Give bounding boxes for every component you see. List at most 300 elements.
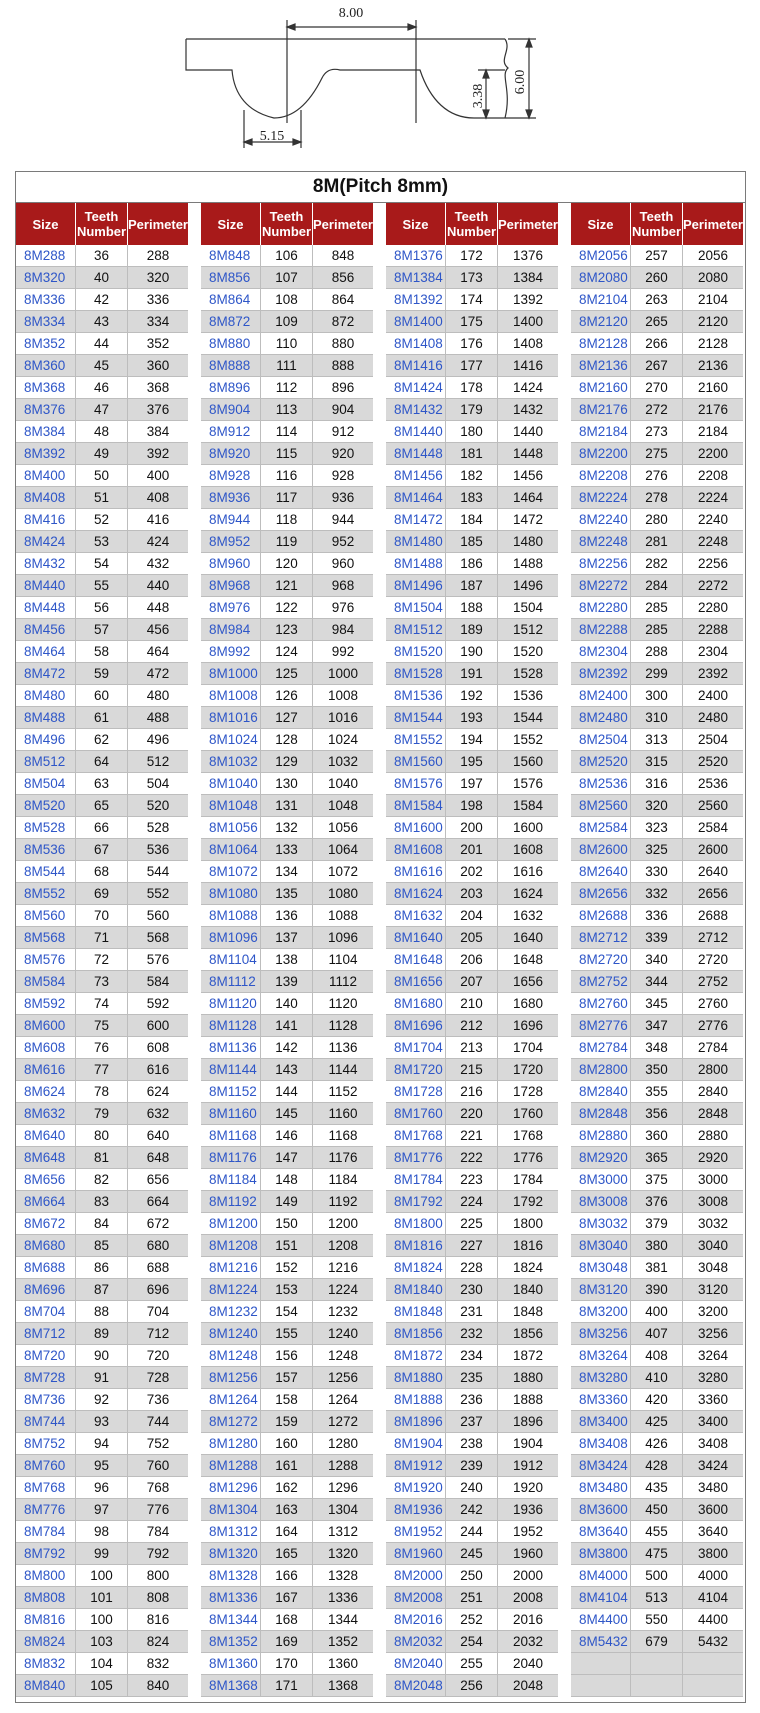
table-row [16, 1213, 188, 1235]
size-cell[interactable]: 8M1472 [386, 509, 446, 530]
size-cell[interactable]: 8M1512 [386, 619, 446, 640]
table-row [16, 377, 188, 399]
size-cell[interactable]: 8M1288 [201, 1455, 261, 1476]
size-cell[interactable]: 8M1936 [386, 1499, 446, 1520]
size-cell[interactable]: 8M2800 [571, 1059, 631, 1080]
size-cell[interactable]: 8M1320 [201, 1543, 261, 1564]
size-cell[interactable]: 8M1008 [201, 685, 261, 706]
table-row [16, 1257, 188, 1279]
size-cell[interactable]: 8M2400 [571, 685, 631, 706]
size-cell[interactable]: 8M552 [16, 883, 76, 904]
size-cell[interactable]: 8M5432 [571, 1631, 631, 1652]
size-cell[interactable]: 8M592 [16, 993, 76, 1014]
table-row [201, 399, 373, 421]
size-cell[interactable]: 8M1096 [201, 927, 261, 948]
size-cell[interactable]: 8M424 [16, 531, 76, 552]
size-cell[interactable]: 8M1584 [386, 795, 446, 816]
size-cell[interactable]: 8M1656 [386, 971, 446, 992]
size-cell[interactable]: 8M1264 [201, 1389, 261, 1410]
size-cell[interactable]: 8M1504 [386, 597, 446, 618]
size-cell[interactable]: 8M1048 [201, 795, 261, 816]
size-cell[interactable]: 8M880 [201, 333, 261, 354]
size-cell[interactable]: 8M4000 [571, 1565, 631, 1586]
size-cell[interactable]: 8M1872 [386, 1345, 446, 1366]
size-cell[interactable]: 8M544 [16, 861, 76, 882]
size-cell[interactable]: 8M1176 [201, 1147, 261, 1168]
size-cell[interactable]: 8M2712 [571, 927, 631, 948]
teeth-cell: 56 [76, 597, 128, 618]
table-header-row [386, 203, 558, 245]
size-cell[interactable]: 8M3480 [571, 1477, 631, 1498]
table-row [16, 1125, 188, 1147]
size-cell[interactable]: 8M1840 [386, 1279, 446, 1300]
size-cell[interactable]: 8M2184 [571, 421, 631, 442]
size-cell[interactable]: 8M1032 [201, 751, 261, 772]
size-cell[interactable]: 8M4400 [571, 1609, 631, 1630]
perimeter-cell: 1464 [512, 490, 544, 505]
size-cell[interactable]: 8M864 [201, 289, 261, 310]
size-cell[interactable]: 8M352 [16, 333, 76, 354]
size-cell[interactable]: 8M1184 [201, 1169, 261, 1190]
size-cell[interactable]: 8M2600 [571, 839, 631, 860]
perimeter-cell: 1680 [512, 996, 544, 1011]
size-cell[interactable]: 8M736 [16, 1389, 76, 1410]
size-cell[interactable]: 8M528 [16, 817, 76, 838]
table-row [201, 355, 373, 377]
size-cell[interactable]: 8M536 [16, 839, 76, 860]
size-cell[interactable]: 8M768 [16, 1477, 76, 1498]
size-cell[interactable]: 8M1328 [201, 1565, 261, 1586]
teeth-cell: 98 [76, 1521, 128, 1542]
size-cell[interactable]: 8M1760 [386, 1103, 446, 1124]
size-cell[interactable]: 8M840 [16, 1675, 76, 1696]
size-cell[interactable]: 8M720 [16, 1345, 76, 1366]
size-cell[interactable]: 8M1080 [201, 883, 261, 904]
size-cell[interactable]: 8M896 [201, 377, 261, 398]
size-cell[interactable]: 8M1392 [386, 289, 446, 310]
size-cell[interactable]: 8M1464 [386, 487, 446, 508]
size-cell[interactable]: 8M448 [16, 597, 76, 618]
size-cell[interactable]: 8M3048 [571, 1257, 631, 1278]
size-cell[interactable]: 8M664 [16, 1191, 76, 1212]
size-cell[interactable]: 8M3256 [571, 1323, 631, 1344]
size-cell[interactable]: 8M1336 [201, 1587, 261, 1608]
size-cell[interactable]: 8M624 [16, 1081, 76, 1102]
size-cell[interactable]: 8M2480 [571, 707, 631, 728]
size-cell[interactable]: 8M632 [16, 1103, 76, 1124]
size-cell[interactable]: 8M744 [16, 1411, 76, 1432]
size-cell[interactable]: 8M640 [16, 1125, 76, 1146]
size-cell[interactable]: 8M1208 [201, 1235, 261, 1256]
size-cell[interactable]: 8M944 [201, 509, 261, 530]
size-cell[interactable]: 8M1232 [201, 1301, 261, 1322]
size-cell[interactable]: 8M792 [16, 1543, 76, 1564]
size-cell[interactable]: 8M704 [16, 1301, 76, 1322]
table-row [571, 509, 743, 531]
size-cell[interactable]: 8M400 [16, 465, 76, 486]
size-cell[interactable]: 8M1536 [386, 685, 446, 706]
size-cell[interactable]: 8M2040 [386, 1653, 446, 1674]
size-cell[interactable]: 8M2160 [571, 377, 631, 398]
size-cell[interactable]: 8M1256 [201, 1367, 261, 1388]
teeth-cell: 235 [446, 1367, 498, 1388]
size-cell[interactable]: 8M2880 [571, 1125, 631, 1146]
size-cell[interactable]: 8M656 [16, 1169, 76, 1190]
size-cell[interactable]: 8M1360 [201, 1653, 261, 1674]
size-cell[interactable]: 8M1352 [201, 1631, 261, 1652]
size-cell[interactable]: 8M2776 [571, 1015, 631, 1036]
size-cell[interactable]: 8M1016 [201, 707, 261, 728]
size-cell[interactable]: 8M1440 [386, 421, 446, 442]
size-cell[interactable]: 8M2280 [571, 597, 631, 618]
size-cell[interactable]: 8M984 [201, 619, 261, 640]
size-cell[interactable]: 8M2256 [571, 553, 631, 574]
size-cell[interactable]: 8M1848 [386, 1301, 446, 1322]
size-cell[interactable]: 8M480 [16, 685, 76, 706]
size-cell[interactable]: 8M2080 [571, 267, 631, 288]
size-cell[interactable]: 8M3040 [571, 1235, 631, 1256]
size-cell[interactable]: 8M1520 [386, 641, 446, 662]
size-cell[interactable]: 8M2104 [571, 289, 631, 310]
size-cell[interactable]: 8M2048 [386, 1675, 446, 1696]
size-cell[interactable]: 8M512 [16, 751, 76, 772]
perimeter-cell: 904 [331, 402, 355, 417]
perimeter-cell: 2800 [697, 1062, 729, 1077]
size-cell[interactable]: 8M4104 [571, 1587, 631, 1608]
size-cell[interactable]: 8M960 [201, 553, 261, 574]
size-cell[interactable]: 8M3640 [571, 1521, 631, 1542]
teeth-cell: 323 [631, 817, 683, 838]
size-cell[interactable]: 8M856 [201, 267, 261, 288]
size-cell[interactable]: 8M2008 [386, 1587, 446, 1608]
size-cell[interactable]: 8M1408 [386, 333, 446, 354]
size-cell[interactable]: 8M1648 [386, 949, 446, 970]
size-cell[interactable]: 8M888 [201, 355, 261, 376]
size-cell[interactable]: 8M904 [201, 399, 261, 420]
size-cell[interactable]: 8M2760 [571, 993, 631, 1014]
size-cell[interactable]: 8M1768 [386, 1125, 446, 1146]
teeth-cell: 275 [631, 443, 683, 464]
size-cell[interactable]: 8M1816 [386, 1235, 446, 1256]
size-cell[interactable]: 8M560 [16, 905, 76, 926]
size-cell[interactable]: 8M320 [16, 267, 76, 288]
size-cell[interactable]: 8M2392 [571, 663, 631, 684]
size-cell[interactable]: 8M2720 [571, 949, 631, 970]
size-cell[interactable]: 8M936 [201, 487, 261, 508]
size-cell[interactable]: 8M1104 [201, 949, 261, 970]
size-cell[interactable]: 8M2584 [571, 817, 631, 838]
perimeter-cell: 1608 [512, 842, 544, 857]
size-cell[interactable]: 8M1456 [386, 465, 446, 486]
size-cell[interactable]: 8M1312 [201, 1521, 261, 1542]
size-cell[interactable]: 8M760 [16, 1455, 76, 1476]
size-cell[interactable]: 8M648 [16, 1147, 76, 1168]
size-cell[interactable]: 8M1448 [386, 443, 446, 464]
size-cell[interactable]: 8M1784 [386, 1169, 446, 1190]
size-cell[interactable]: 8M2656 [571, 883, 631, 904]
size-cell[interactable]: 8M2784 [571, 1037, 631, 1058]
size-cell[interactable]: 8M408 [16, 487, 76, 508]
size-cell[interactable]: 8M3008 [571, 1191, 631, 1212]
size-cell[interactable]: 8M368 [16, 377, 76, 398]
perimeter-cell: 744 [146, 1414, 170, 1429]
size-cell[interactable]: 8M384 [16, 421, 76, 442]
size-cell[interactable]: 8M952 [201, 531, 261, 552]
size-cell[interactable]: 8M2560 [571, 795, 631, 816]
size-cell[interactable]: 8M1376 [386, 245, 446, 266]
size-cell[interactable]: 8M1064 [201, 839, 261, 860]
size-cell[interactable]: 8M2640 [571, 861, 631, 882]
size-cell[interactable]: 8M1216 [201, 1257, 261, 1278]
size-cell[interactable]: 8M2840 [571, 1081, 631, 1102]
size-cell[interactable]: 8M800 [16, 1565, 76, 1586]
size-cell[interactable]: 8M1056 [201, 817, 261, 838]
size-cell[interactable]: 8M1200 [201, 1213, 261, 1234]
size-cell[interactable]: 8M1024 [201, 729, 261, 750]
size-cell[interactable]: 8M1424 [386, 377, 446, 398]
size-cell[interactable]: 8M1296 [201, 1477, 261, 1498]
size-cell[interactable]: 8M2000 [386, 1565, 446, 1586]
size-cell[interactable]: 8M776 [16, 1499, 76, 1520]
table-row [571, 1301, 743, 1323]
size-cell[interactable]: 8M1120 [201, 993, 261, 1014]
size-cell[interactable]: 8M600 [16, 1015, 76, 1036]
size-cell[interactable]: 8M1720 [386, 1059, 446, 1080]
size-cell[interactable]: 8M2128 [571, 333, 631, 354]
size-cell[interactable]: 8M1400 [386, 311, 446, 332]
size-cell[interactable]: 8M1888 [386, 1389, 446, 1410]
size-cell[interactable]: 8M816 [16, 1609, 76, 1630]
table-row [571, 1565, 743, 1587]
size-cell[interactable]: 8M1640 [386, 927, 446, 948]
size-cell[interactable]: 8M712 [16, 1323, 76, 1344]
size-cell[interactable]: 8M1000 [201, 663, 261, 684]
size-cell[interactable]: 8M3000 [571, 1169, 631, 1190]
teeth-cell: 119 [261, 531, 313, 552]
size-cell[interactable]: 8M2304 [571, 641, 631, 662]
size-cell[interactable]: 8M832 [16, 1653, 76, 1674]
size-cell[interactable]: 8M1600 [386, 817, 446, 838]
teeth-cell: 276 [631, 465, 683, 486]
size-cell[interactable]: 8M2288 [571, 619, 631, 640]
size-cell[interactable]: 8M3280 [571, 1367, 631, 1388]
size-cell[interactable]: 8M1528 [386, 663, 446, 684]
size-cell[interactable]: 8M1728 [386, 1081, 446, 1102]
size-cell[interactable]: 8M2240 [571, 509, 631, 530]
size-cell[interactable]: 8M2848 [571, 1103, 631, 1124]
size-cell[interactable]: 8M1168 [201, 1125, 261, 1146]
size-cell[interactable]: 8M3600 [571, 1499, 631, 1520]
size-cell[interactable]: 8M3200 [571, 1301, 631, 1322]
table-row [571, 971, 743, 993]
size-cell[interactable]: 8M848 [201, 245, 261, 266]
size-cell[interactable]: 8M2688 [571, 905, 631, 926]
size-cell[interactable]: 8M672 [16, 1213, 76, 1234]
size-cell[interactable]: 8M784 [16, 1521, 76, 1542]
size-cell[interactable]: 8M2920 [571, 1147, 631, 1168]
size-cell[interactable]: 8M1136 [201, 1037, 261, 1058]
size-cell[interactable]: 8M3360 [571, 1389, 631, 1410]
size-cell[interactable]: 8M3120 [571, 1279, 631, 1300]
size-cell[interactable]: 8M1192 [201, 1191, 261, 1212]
size-cell[interactable]: 8M1144 [201, 1059, 261, 1080]
size-cell[interactable]: 8M2176 [571, 399, 631, 420]
size-cell[interactable]: 8M288 [16, 245, 76, 266]
table-row [201, 905, 373, 927]
size-cell[interactable]: 8M2752 [571, 971, 631, 992]
table-row [201, 971, 373, 993]
size-cell[interactable]: 8M1224 [201, 1279, 261, 1300]
size-cell[interactable]: 8M1480 [386, 531, 446, 552]
size-cell[interactable]: 8M2208 [571, 465, 631, 486]
size-cell[interactable]: 8M1896 [386, 1411, 446, 1432]
size-cell[interactable]: 8M808 [16, 1587, 76, 1608]
size-cell[interactable]: 8M1616 [386, 861, 446, 882]
size-cell[interactable]: 8M2016 [386, 1609, 446, 1630]
size-cell[interactable]: 8M1488 [386, 553, 446, 574]
size-cell[interactable]: 8M1384 [386, 267, 446, 288]
size-cell[interactable]: 8M608 [16, 1037, 76, 1058]
size-cell[interactable]: 8M392 [16, 443, 76, 464]
size-cell[interactable]: 8M728 [16, 1367, 76, 1388]
size-cell[interactable]: 8M1304 [201, 1499, 261, 1520]
size-cell[interactable]: 8M416 [16, 509, 76, 530]
size-cell[interactable]: 8M584 [16, 971, 76, 992]
size-cell[interactable]: 8M752 [16, 1433, 76, 1454]
size-cell[interactable]: 8M2032 [386, 1631, 446, 1652]
size-cell[interactable]: 8M456 [16, 619, 76, 640]
size-cell[interactable]: 8M376 [16, 399, 76, 420]
size-cell[interactable]: 8M3032 [571, 1213, 631, 1234]
size-cell[interactable]: 8M1544 [386, 707, 446, 728]
size-cell[interactable]: 8M568 [16, 927, 76, 948]
size-cell[interactable]: 8M928 [201, 465, 261, 486]
perimeter-cell: 968 [331, 578, 355, 593]
size-cell[interactable]: 8M1704 [386, 1037, 446, 1058]
perimeter-cell: 1640 [512, 930, 544, 945]
size-cell[interactable]: 8M3424 [571, 1455, 631, 1476]
size-cell[interactable]: 8M504 [16, 773, 76, 794]
size-cell[interactable]: 8M1624 [386, 883, 446, 904]
size-cell[interactable]: 8M992 [201, 641, 261, 662]
size-cell[interactable]: 8M1416 [386, 355, 446, 376]
size-cell[interactable]: 8M334 [16, 311, 76, 332]
teeth-cell: 400 [631, 1301, 683, 1322]
size-cell[interactable]: 8M1824 [386, 1257, 446, 1278]
table-row [386, 663, 558, 685]
perimeter-cell: 1288 [327, 1458, 359, 1473]
size-cell[interactable]: 8M976 [201, 597, 261, 618]
size-cell[interactable]: 8M1112 [201, 971, 261, 992]
size-cell[interactable]: 8M616 [16, 1059, 76, 1080]
size-cell[interactable]: 8M1072 [201, 861, 261, 882]
size-cell[interactable]: 8M2272 [571, 575, 631, 596]
size-cell[interactable]: 8M2200 [571, 443, 631, 464]
size-cell[interactable]: 8M1920 [386, 1477, 446, 1498]
size-cell[interactable]: 8M432 [16, 553, 76, 574]
size-cell[interactable]: 8M1608 [386, 839, 446, 860]
size-cell[interactable]: 8M1272 [201, 1411, 261, 1432]
size-cell[interactable]: 8M1088 [201, 905, 261, 926]
size-cell[interactable]: 8M1496 [386, 575, 446, 596]
size-cell[interactable]: 8M1552 [386, 729, 446, 750]
teeth-cell: 381 [631, 1257, 683, 1278]
size-cell[interactable]: 8M2536 [571, 773, 631, 794]
size-cell[interactable]: 8M3400 [571, 1411, 631, 1432]
size-cell[interactable]: 8M1576 [386, 773, 446, 794]
size-cell[interactable]: 8M1128 [201, 1015, 261, 1036]
size-cell[interactable]: 8M1792 [386, 1191, 446, 1212]
header-perimeter: Perimeter [128, 216, 188, 232]
size-cell[interactable]: 8M1960 [386, 1543, 446, 1564]
size-cell[interactable]: 8M1280 [201, 1433, 261, 1454]
size-cell[interactable]: 8M440 [16, 575, 76, 596]
size-cell[interactable]: 8M3264 [571, 1345, 631, 1366]
size-cell[interactable]: 8M2136 [571, 355, 631, 376]
perimeter-cell: 1512 [512, 622, 544, 637]
size-cell[interactable]: 8M3408 [571, 1433, 631, 1454]
size-cell[interactable]: 8M2224 [571, 487, 631, 508]
size-cell[interactable]: 8M2056 [571, 245, 631, 266]
size-cell[interactable]: 8M576 [16, 949, 76, 970]
size-cell[interactable]: 8M2520 [571, 751, 631, 772]
table-row [201, 949, 373, 971]
size-cell[interactable]: 8M696 [16, 1279, 76, 1300]
table-row [16, 729, 188, 751]
size-cell[interactable]: 8M1432 [386, 399, 446, 420]
size-cell[interactable]: 8M1776 [386, 1147, 446, 1168]
teeth-cell: 45 [76, 355, 128, 376]
size-cell[interactable]: 8M2504 [571, 729, 631, 750]
size-cell[interactable]: 8M1152 [201, 1081, 261, 1102]
size-cell[interactable]: 8M1248 [201, 1345, 261, 1366]
size-cell[interactable]: 8M360 [16, 355, 76, 376]
size-cell[interactable]: 8M872 [201, 311, 261, 332]
size-cell[interactable]: 8M1344 [201, 1609, 261, 1630]
size-cell[interactable]: 8M3800 [571, 1543, 631, 1564]
size-cell[interactable]: 8M1800 [386, 1213, 446, 1234]
size-cell[interactable]: 8M1856 [386, 1323, 446, 1344]
size-cell[interactable]: 8M336 [16, 289, 76, 310]
size-cell[interactable]: 8M1912 [386, 1455, 446, 1476]
size-cell[interactable]: 8M496 [16, 729, 76, 750]
size-cell[interactable]: 8M1632 [386, 905, 446, 926]
size-cell[interactable]: 8M464 [16, 641, 76, 662]
size-cell[interactable]: 8M472 [16, 663, 76, 684]
size-cell[interactable]: 8M488 [16, 707, 76, 728]
table-row [16, 1037, 188, 1059]
size-cell[interactable]: 8M688 [16, 1257, 76, 1278]
size-cell[interactable]: 8M680 [16, 1235, 76, 1256]
size-cell[interactable]: 8M968 [201, 575, 261, 596]
size-cell[interactable]: 8M920 [201, 443, 261, 464]
size-cell[interactable]: 8M1904 [386, 1433, 446, 1454]
size-cell[interactable]: 8M1040 [201, 773, 261, 794]
size-cell[interactable]: 8M912 [201, 421, 261, 442]
size-cell[interactable]: 8M1368 [201, 1675, 261, 1696]
size-cell[interactable]: 8M1560 [386, 751, 446, 772]
size-cell[interactable]: 8M1952 [386, 1521, 446, 1542]
size-cell[interactable]: 8M1880 [386, 1367, 446, 1388]
size-cell[interactable]: 8M1696 [386, 1015, 446, 1036]
size-cell[interactable]: 8M824 [16, 1631, 76, 1652]
size-cell[interactable]: 8M520 [16, 795, 76, 816]
size-cell[interactable]: 8M2248 [571, 531, 631, 552]
size-cell[interactable]: 8M1240 [201, 1323, 261, 1344]
size-cell[interactable]: 8M2120 [571, 311, 631, 332]
size-cell[interactable]: 8M1680 [386, 993, 446, 1014]
size-cell[interactable]: 8M1160 [201, 1103, 261, 1124]
